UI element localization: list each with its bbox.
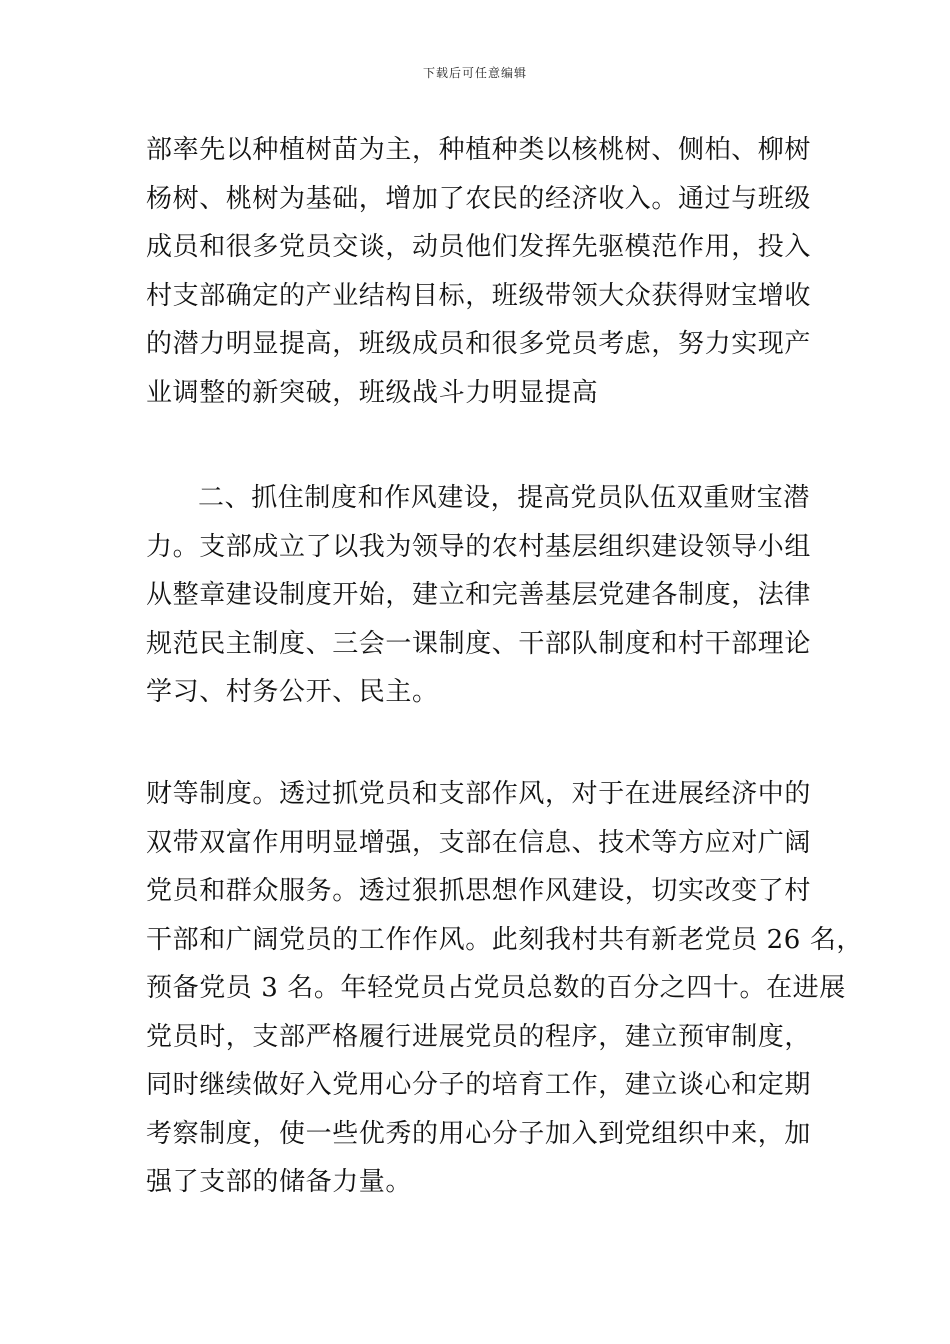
text-line: 党员和群众服务。透过狠抓思想作风建设，切实改变了村 [146, 876, 812, 906]
paragraph-2 [146, 474, 826, 717]
text-line: 力。支部成立了以我为领导的农村基层组织建设领导小组 [146, 531, 812, 562]
text-line: 业调整的新突破，班级战斗力明显提高 [146, 377, 599, 408]
text-line: 强了支部的储备力量。 [146, 1167, 413, 1197]
text-line: 规范民主制度、三会一课制度、干部队制度和村干部理论 [146, 628, 812, 659]
text-line: 财等制度。透过抓党员和支部作风，对于在进展经济中的 [146, 779, 812, 809]
paragraph-3 [146, 770, 864, 1207]
text-line: 干部和广阔党员的工作作风。此刻我村共有新老党员 26 名， [146, 924, 864, 955]
text-line: 杨树、桃树为基础，增加了农民的经济收入。通过与班级 [146, 183, 812, 214]
text-line: 村支部确定的产业结构目标，班级带领大众获得财宝增收 [146, 280, 812, 311]
text-line: 考察制度，使一些优秀的用心分子加入到党组织中来，加 [146, 1118, 812, 1149]
text-line: 同时继续做好入党用心分子的培育工作，建立谈心和定期 [146, 1070, 812, 1100]
text-line: 预备党员 3 名。年轻党员占党员总数的百分之四十。在进展 [146, 973, 846, 1003]
text-line: 双带双富作用明显增强，支部在信息、技术等方应对广阔 [146, 827, 812, 858]
text-line: 的潜力明显提高，班级成员和很多党员考虑，努力实现产 [146, 329, 812, 359]
page-header: 下载后可任意编辑 [422, 66, 527, 80]
paragraph-1 [146, 126, 826, 417]
text-line: 从整章建设制度开始，建立和完善基层党建各制度，法律 [146, 580, 812, 610]
text-line: 成员和很多党员交谈，动员他们发挥先驱模范作用，投入 [146, 232, 812, 262]
text-line: 部率先以种植树苗为主，种植种类以核桃树、侧柏、柳树 [146, 135, 812, 165]
text-line: 学习、村务公开、民主。 [146, 677, 439, 707]
text-line: 二、抓住制度和作风建设，提高党员队伍双重财宝潜 [198, 483, 810, 513]
text-line: 党员时，支部严格履行进展党员的程序，建立预审制度， [146, 1021, 812, 1052]
